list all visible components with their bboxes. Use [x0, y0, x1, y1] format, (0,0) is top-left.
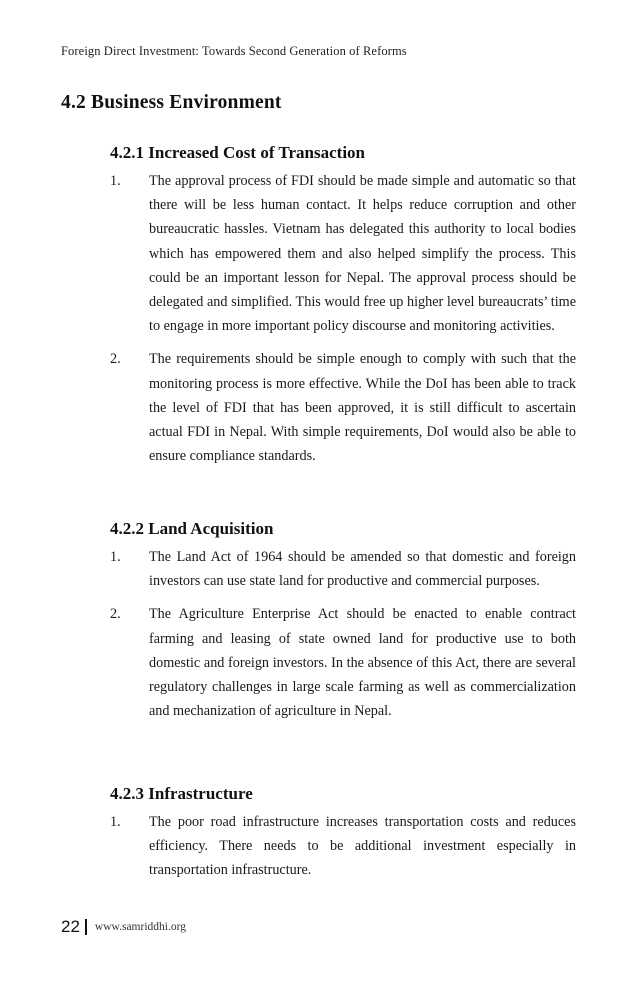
subsection-infrastructure: [110, 783, 576, 892]
item-text: The poor road infrastructure increases transportation costs and reduces efficiency. There needs to be additional investment especially in transportation infrastructure.: [149, 814, 576, 879]
list-item: [110, 347, 576, 468]
section-title: 4.2 Business Environment: [61, 92, 282, 113]
item-number: 2.: [110, 351, 121, 368]
running-header: Foreign Direct Investment: Towards Second Generation of Reforms: [61, 44, 407, 58]
list-item: [110, 169, 576, 338]
item-text: The Agriculture Enterprise Act should be enacted to enable contract farming and leasing of state owned land for productive use to both domestic and foreign investors. In the absence of this Act, there are several regulatory challenges in large scale farming as well as commercialization and mechanization of agriculture in Nepal.: [149, 606, 576, 720]
item-text: The requirements should be simple enough to comply with such that the monitoring process is more effective. While the DoI has been able to track the level of FDI that has been approved, it is still difficult to ascertain actual FDI in Nepal. With simple requirements, DoI would also be able to ensure compliance standards.: [149, 351, 576, 465]
item-text: The approval process of FDI should be made simple and automatic so that there will be less human contact. It helps reduce corruption and other bureaucratic hassles. Vietnam has delegated this authority to local bodies which has empowered them and also helped simplify the process. This could be an important lesson for Nepal. The approval process should be delegated and simplified. This would free up higher level bureaucrats’ time to engage in more important policy discourse and monitoring activities.: [149, 173, 576, 335]
subsection-land-acquisition: [110, 518, 576, 732]
footer-divider: [85, 919, 87, 935]
subsection-transaction-cost: [110, 142, 576, 477]
subsection-title: 4.2.2 Land Acquisition: [110, 519, 274, 538]
page-number: 22: [61, 917, 80, 936]
item-number: 1.: [110, 549, 121, 565]
item-number: 2.: [110, 606, 121, 623]
list-item: [110, 602, 576, 723]
subsection-title: 4.2.3 Infrastructure: [110, 784, 253, 803]
footer-website: www.samriddhi.org: [94, 921, 186, 933]
list-item: [110, 810, 576, 883]
item-text: The Land Act of 1964 should be amended so that domestic and foreign investors can use state land for productive and commercial purposes.: [149, 549, 576, 590]
list-item: [110, 545, 576, 593]
item-number: 1.: [110, 173, 121, 189]
subsection-title: 4.2.1 Increased Cost of Transaction: [110, 143, 365, 162]
page-footer: [61, 917, 186, 937]
item-number: 1.: [110, 814, 121, 830]
